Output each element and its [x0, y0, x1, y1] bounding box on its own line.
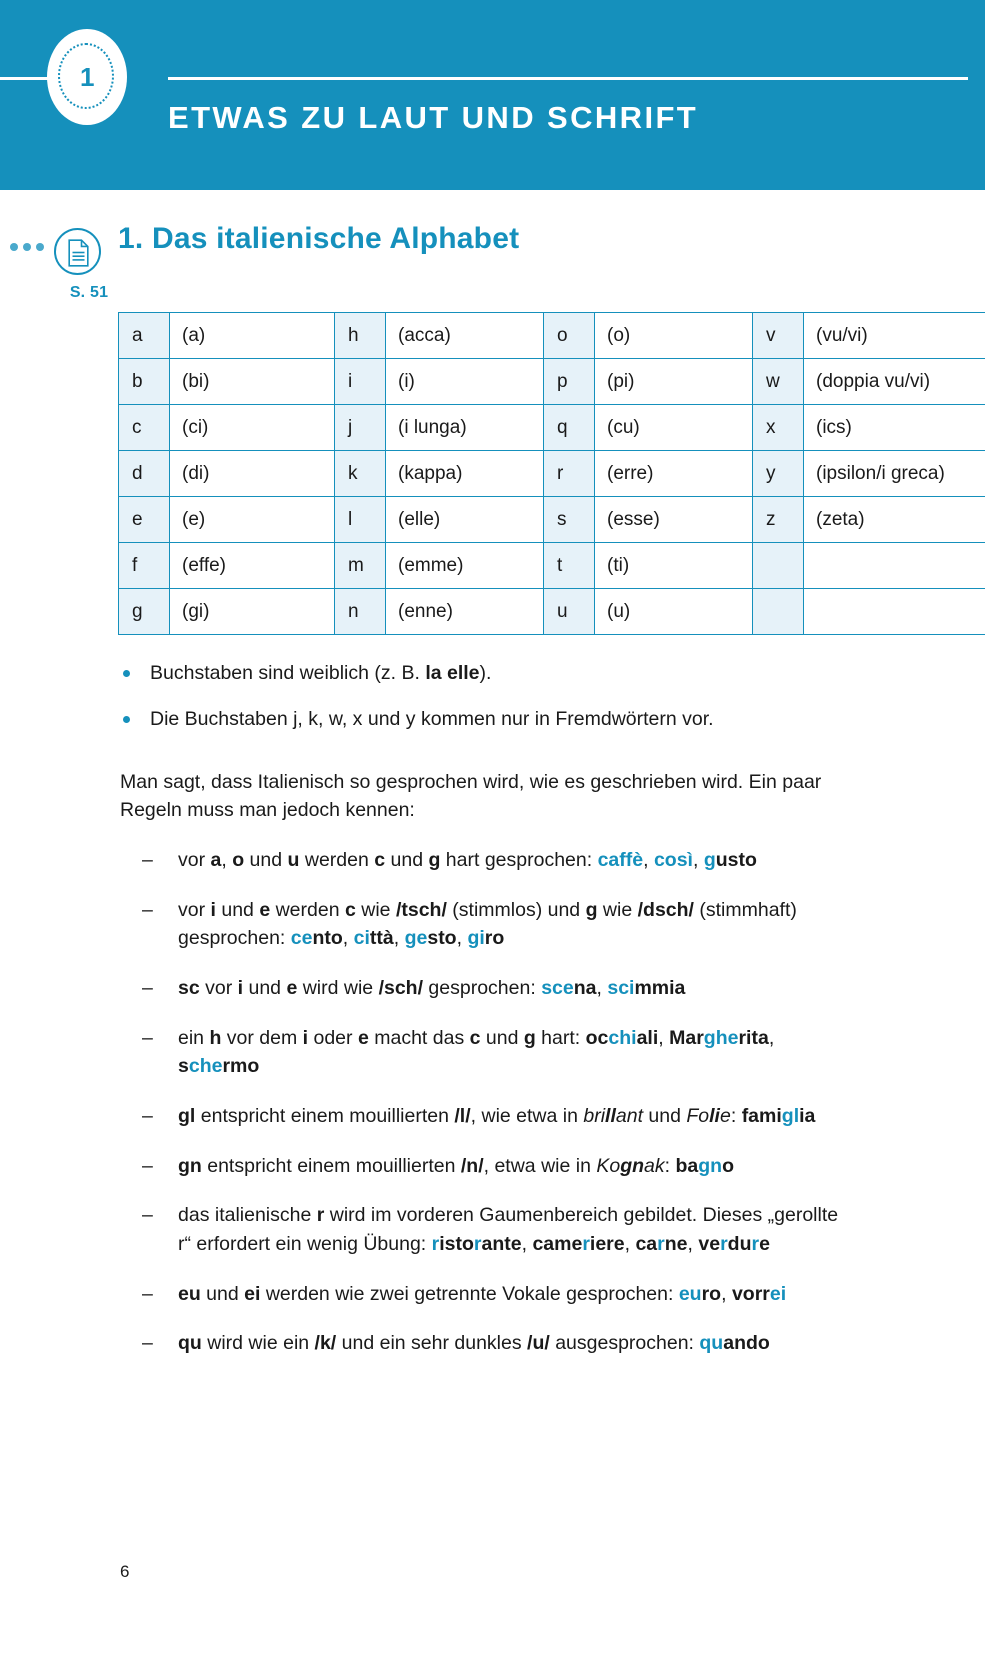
cell-name: (emme)	[386, 543, 544, 589]
cell-letter: v	[753, 313, 804, 359]
page-reference-label: S. 51	[69, 284, 109, 301]
document-icon	[68, 239, 89, 267]
intro-paragraph: Man sagt, dass Italienisch so gesprochen wird, wie es geschrieben wird. Ein paar Regeln muss man jedoch kennen:	[120, 771, 822, 822]
cell-name: (ti)	[595, 543, 753, 589]
ellipsis-dots-icon	[10, 243, 44, 251]
header-rule	[168, 77, 968, 80]
cell-letter: u	[544, 589, 595, 635]
cell-name: (pi)	[595, 359, 753, 405]
chapter-title: ETWAS ZU LAUT UND SCHRIFT	[168, 100, 699, 135]
cell-name: (a)	[170, 313, 335, 359]
list-item: – vor i und e werden c wie /tsch/ (stimmlos) und g wie /dsch/ (stimmhaft) gesprochen: cento, città, gesto, giro	[140, 896, 840, 953]
cell-letter: y	[753, 451, 804, 497]
table-row	[119, 405, 985, 451]
cell-name: (ci)	[170, 405, 335, 451]
table-row	[119, 543, 985, 589]
cell-name: (u)	[595, 589, 753, 635]
table-row	[119, 589, 985, 635]
cell-letter: o	[544, 313, 595, 359]
cell-name	[804, 589, 985, 635]
cell-name: (o)	[595, 313, 753, 359]
cell-letter: r	[544, 451, 595, 497]
cell-letter: g	[119, 589, 170, 635]
cell-name	[804, 543, 985, 589]
list-item: – vor a, o und u werden c und g hart gesprochen: caffè, così, gusto	[140, 846, 840, 875]
cell-name: (zeta)	[804, 497, 985, 543]
chapter-header-banner	[0, 0, 985, 190]
table-row	[119, 497, 985, 543]
cell-name: (elle)	[386, 497, 544, 543]
cell-letter: p	[544, 359, 595, 405]
cell-letter: e	[119, 497, 170, 543]
cell-letter	[753, 543, 804, 589]
list-item: – ein h vor dem i oder e macht das c und g hart: occhiali, Margherita, schermo	[140, 1024, 840, 1081]
cell-letter: f	[119, 543, 170, 589]
cell-name: (kappa)	[386, 451, 544, 497]
cell-name: (cu)	[595, 405, 753, 451]
alphabet-table-body	[119, 313, 985, 635]
list-item: – eu und ei werden wie zwei getrennte Vokale gesprochen: euro, vorrei	[140, 1280, 840, 1309]
table-row	[119, 313, 985, 359]
cell-letter: i	[335, 359, 386, 405]
cell-name: (enne)	[386, 589, 544, 635]
cell-name: (di)	[170, 451, 335, 497]
chapter-number: 1	[80, 62, 94, 92]
header-rule-left	[0, 77, 50, 80]
section-heading: 1. Das italienische Alphabet	[118, 222, 520, 255]
table-row	[119, 451, 985, 497]
cell-letter: w	[753, 359, 804, 405]
cell-letter: z	[753, 497, 804, 543]
cell-letter: s	[544, 497, 595, 543]
cell-name: (bi)	[170, 359, 335, 405]
pronunciation-rules-list	[140, 846, 840, 1379]
list-item: – gn entspricht einem mouillierten /n/, etwa wie in Kognak: bagno	[140, 1152, 840, 1181]
document-icon-circle	[54, 228, 101, 275]
cell-letter: d	[119, 451, 170, 497]
alphabet-table	[118, 312, 985, 635]
cell-letter: a	[119, 313, 170, 359]
cell-name: (esse)	[595, 497, 753, 543]
cell-letter: x	[753, 405, 804, 451]
list-item: – sc vor i und e wird wie /sch/ gesprochen: scena, scimmia	[140, 974, 840, 1003]
cell-name: (e)	[170, 497, 335, 543]
cell-name: (acca)	[386, 313, 544, 359]
cell-letter	[753, 589, 804, 635]
cell-letter: c	[119, 405, 170, 451]
cell-letter: l	[335, 497, 386, 543]
cell-letter: b	[119, 359, 170, 405]
cell-letter: k	[335, 451, 386, 497]
cell-name: (ipsilon/i greca)	[804, 451, 985, 497]
cell-letter: t	[544, 543, 595, 589]
cell-letter: q	[544, 405, 595, 451]
cell-letter: m	[335, 543, 386, 589]
cell-name: (ics)	[804, 405, 985, 451]
cell-name: (doppia vu/vi)	[804, 359, 985, 405]
list-item: – gl entspricht einem mouillierten /l/, wie etwa in brillant und Folie: famiglia	[140, 1102, 840, 1131]
cell-name: (erre)	[595, 451, 753, 497]
cell-name: (gi)	[170, 589, 335, 635]
cell-letter: j	[335, 405, 386, 451]
cell-letter: n	[335, 589, 386, 635]
list-item: Die Buchstaben j, k, w, x und y kommen nur in Fremdwörtern vor.	[120, 706, 860, 732]
chapter-number-badge	[47, 29, 127, 125]
list-item: Buchstaben sind weiblich (z. B. la elle).	[120, 660, 860, 686]
cell-letter: h	[335, 313, 386, 359]
table-row	[119, 359, 985, 405]
list-item: – qu wird wie ein /k/ und ein sehr dunkles /u/ ausgesprochen: quando	[140, 1329, 840, 1358]
page-number: 6	[120, 1562, 130, 1581]
cell-name: (vu/vi)	[804, 313, 985, 359]
notes-bullet-list	[120, 660, 860, 753]
cell-name: (effe)	[170, 543, 335, 589]
cell-name: (i)	[386, 359, 544, 405]
cell-name: (i lunga)	[386, 405, 544, 451]
list-item: – das italienische r wird im vorderen Gaumenbereich gebildet. Dieses „gerollte r“ erfordert ein wenig Übung: ristorante, cameriere, carne, verdure	[140, 1201, 840, 1258]
